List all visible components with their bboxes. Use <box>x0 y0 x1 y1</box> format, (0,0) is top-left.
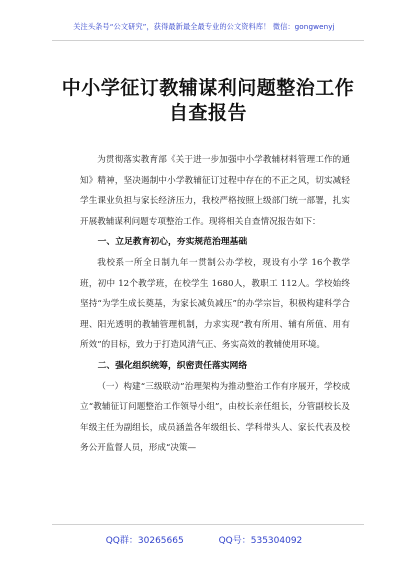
footer-divider <box>52 524 364 525</box>
document-title: 中小学征订教辅谋利问题整治工作自查报告 <box>61 77 355 124</box>
qq-group-link: QQ群：30265665 <box>105 536 184 546</box>
section-heading: 二、强化组织统筹，织密责任落实网络 <box>97 360 248 371</box>
document-body <box>80 150 350 459</box>
section-heading: 一、立足教育初心，夯实规范治理基础 <box>97 237 248 248</box>
qq-number-link: QQ号：535304092 <box>218 536 303 546</box>
intro-paragraph: 为贯彻落实教育部《关于进一步加强中小学教辅材料管理工作的通知》精神，坚决遏制中小学教辅征订过程中存在的不正之风，切实减轻学生课业负担与家长经济压力，我校严格按照上级部门统一部署，扎实开展教辅谋利问题专项整治工作。现将相关自查情况报告如下： <box>80 155 350 227</box>
footer <box>0 533 408 546</box>
header-banner: 关注头条号“公文研究”，获得最新最全最专业的公文资料库！ 微信：gongwenyj <box>73 22 335 31</box>
header-divider <box>52 40 364 41</box>
section-paragraph: （一）构建“三级联动”治理架构为推动整治工作有序展开，学校成立“教辅征订问题整治工作领导小组”，由校长亲任组长，分管副校长及年级主任为副组长，成员涵盖各年级组长、学科带头人、家长代表及校务公开监督人员，形成“决策— <box>80 381 350 454</box>
section-paragraph: 我校系一所全日制九年一贯制公办学校，现设有小学 16个教学班，初中 12个教学班，在校学生 1680人，教职工 112人。学校始终坚持“为学生成长奠基，为家长减负减压”的办学宗旨，积极构建科学合理、阳光透明的教辅管理机制，力求实现“教有所用、辅有所值、用有所效”的目标，致力于打造风清气正、务实高效的教辅使用环境。 <box>80 257 350 351</box>
